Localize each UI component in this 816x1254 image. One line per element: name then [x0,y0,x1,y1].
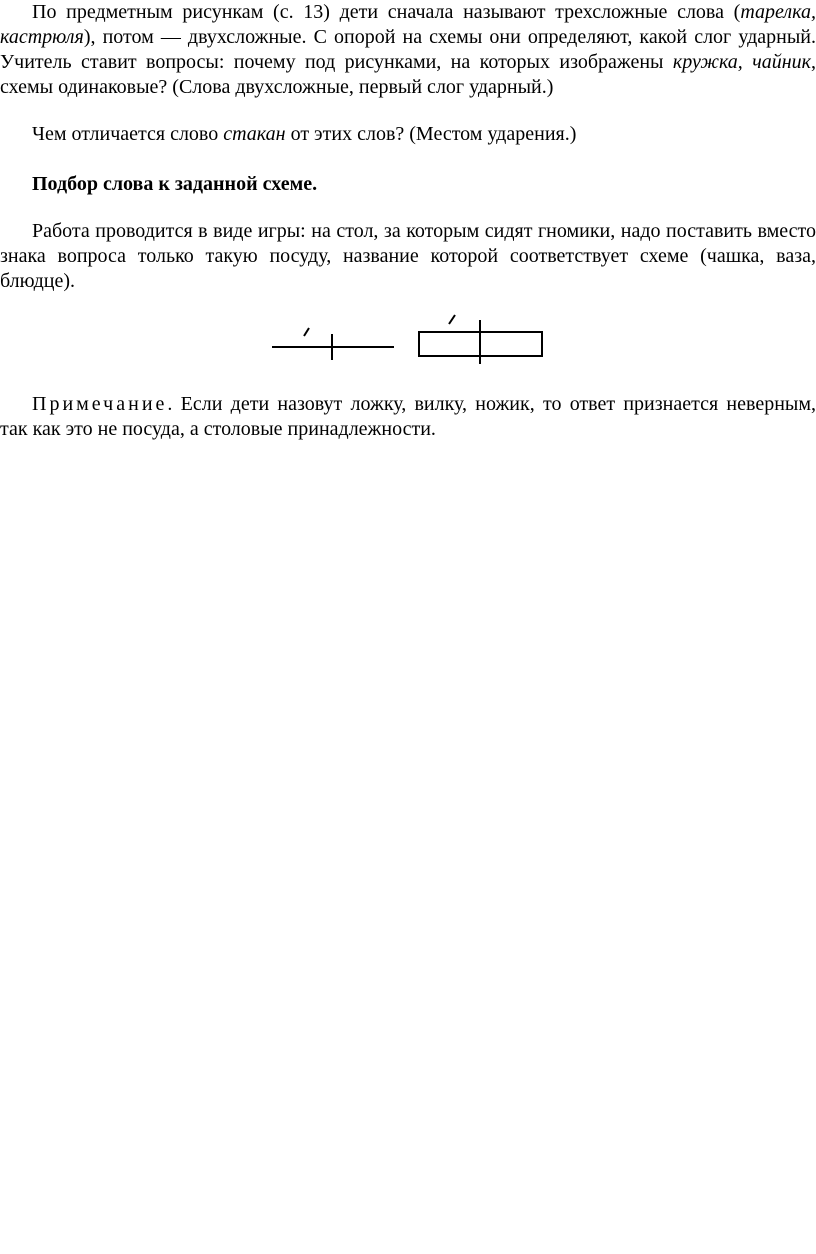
syllable-schemes-diagram [268,306,548,366]
paragraph-intro [0,0,816,100]
scheme-box [419,315,542,364]
scheme-line [272,328,394,360]
paragraph-intro-text-3: , схемы одинаковые? (Слова двухсложные, первый слог ударный.) [0,51,816,98]
paragraph-question-italic-word: стакан [223,123,286,145]
paragraph-game: Работа проводится в виде игры: на стол, за которым сидят гномики, надо поставить вместо знака вопроса только такую посуду, название которой соответствует схеме (чашка, ваза, блюдце). [0,220,816,292]
section-heading: Подбор слова к заданной схеме. [32,173,318,195]
paragraph-question-text-1: Чем отличается слово [32,123,224,145]
paragraph-question-text-2: от этих слов? (Местом ударения.) [285,123,577,145]
paragraph-question [0,122,816,147]
paragraph-note [0,392,816,442]
paragraph-intro-text-2: ), потом — двухсложные. С опорой на схемы они определяют, какой слог ударный. Учитель ставит вопросы: почему под рисунками, на которых изображены [0,26,816,73]
paragraph-intro-italic-words-2: кружка, чайник [672,51,812,73]
paragraph-intro-italic-words-1: тарелка, кастрюля [0,1,816,48]
paragraph-intro-text-1: По предметным рисункам (с. 13) дети сначала называют трехсложные слова ( [32,1,741,23]
note-text: . Если дети назовут ложку, вилку, ножик, то ответ признается неверным, так как это не посуда, а столовые принадлежности. [0,393,816,440]
note-label: Примечание [32,393,168,415]
scheme-box-stress-mark [449,315,455,324]
scheme-line-stress-mark [304,328,309,336]
